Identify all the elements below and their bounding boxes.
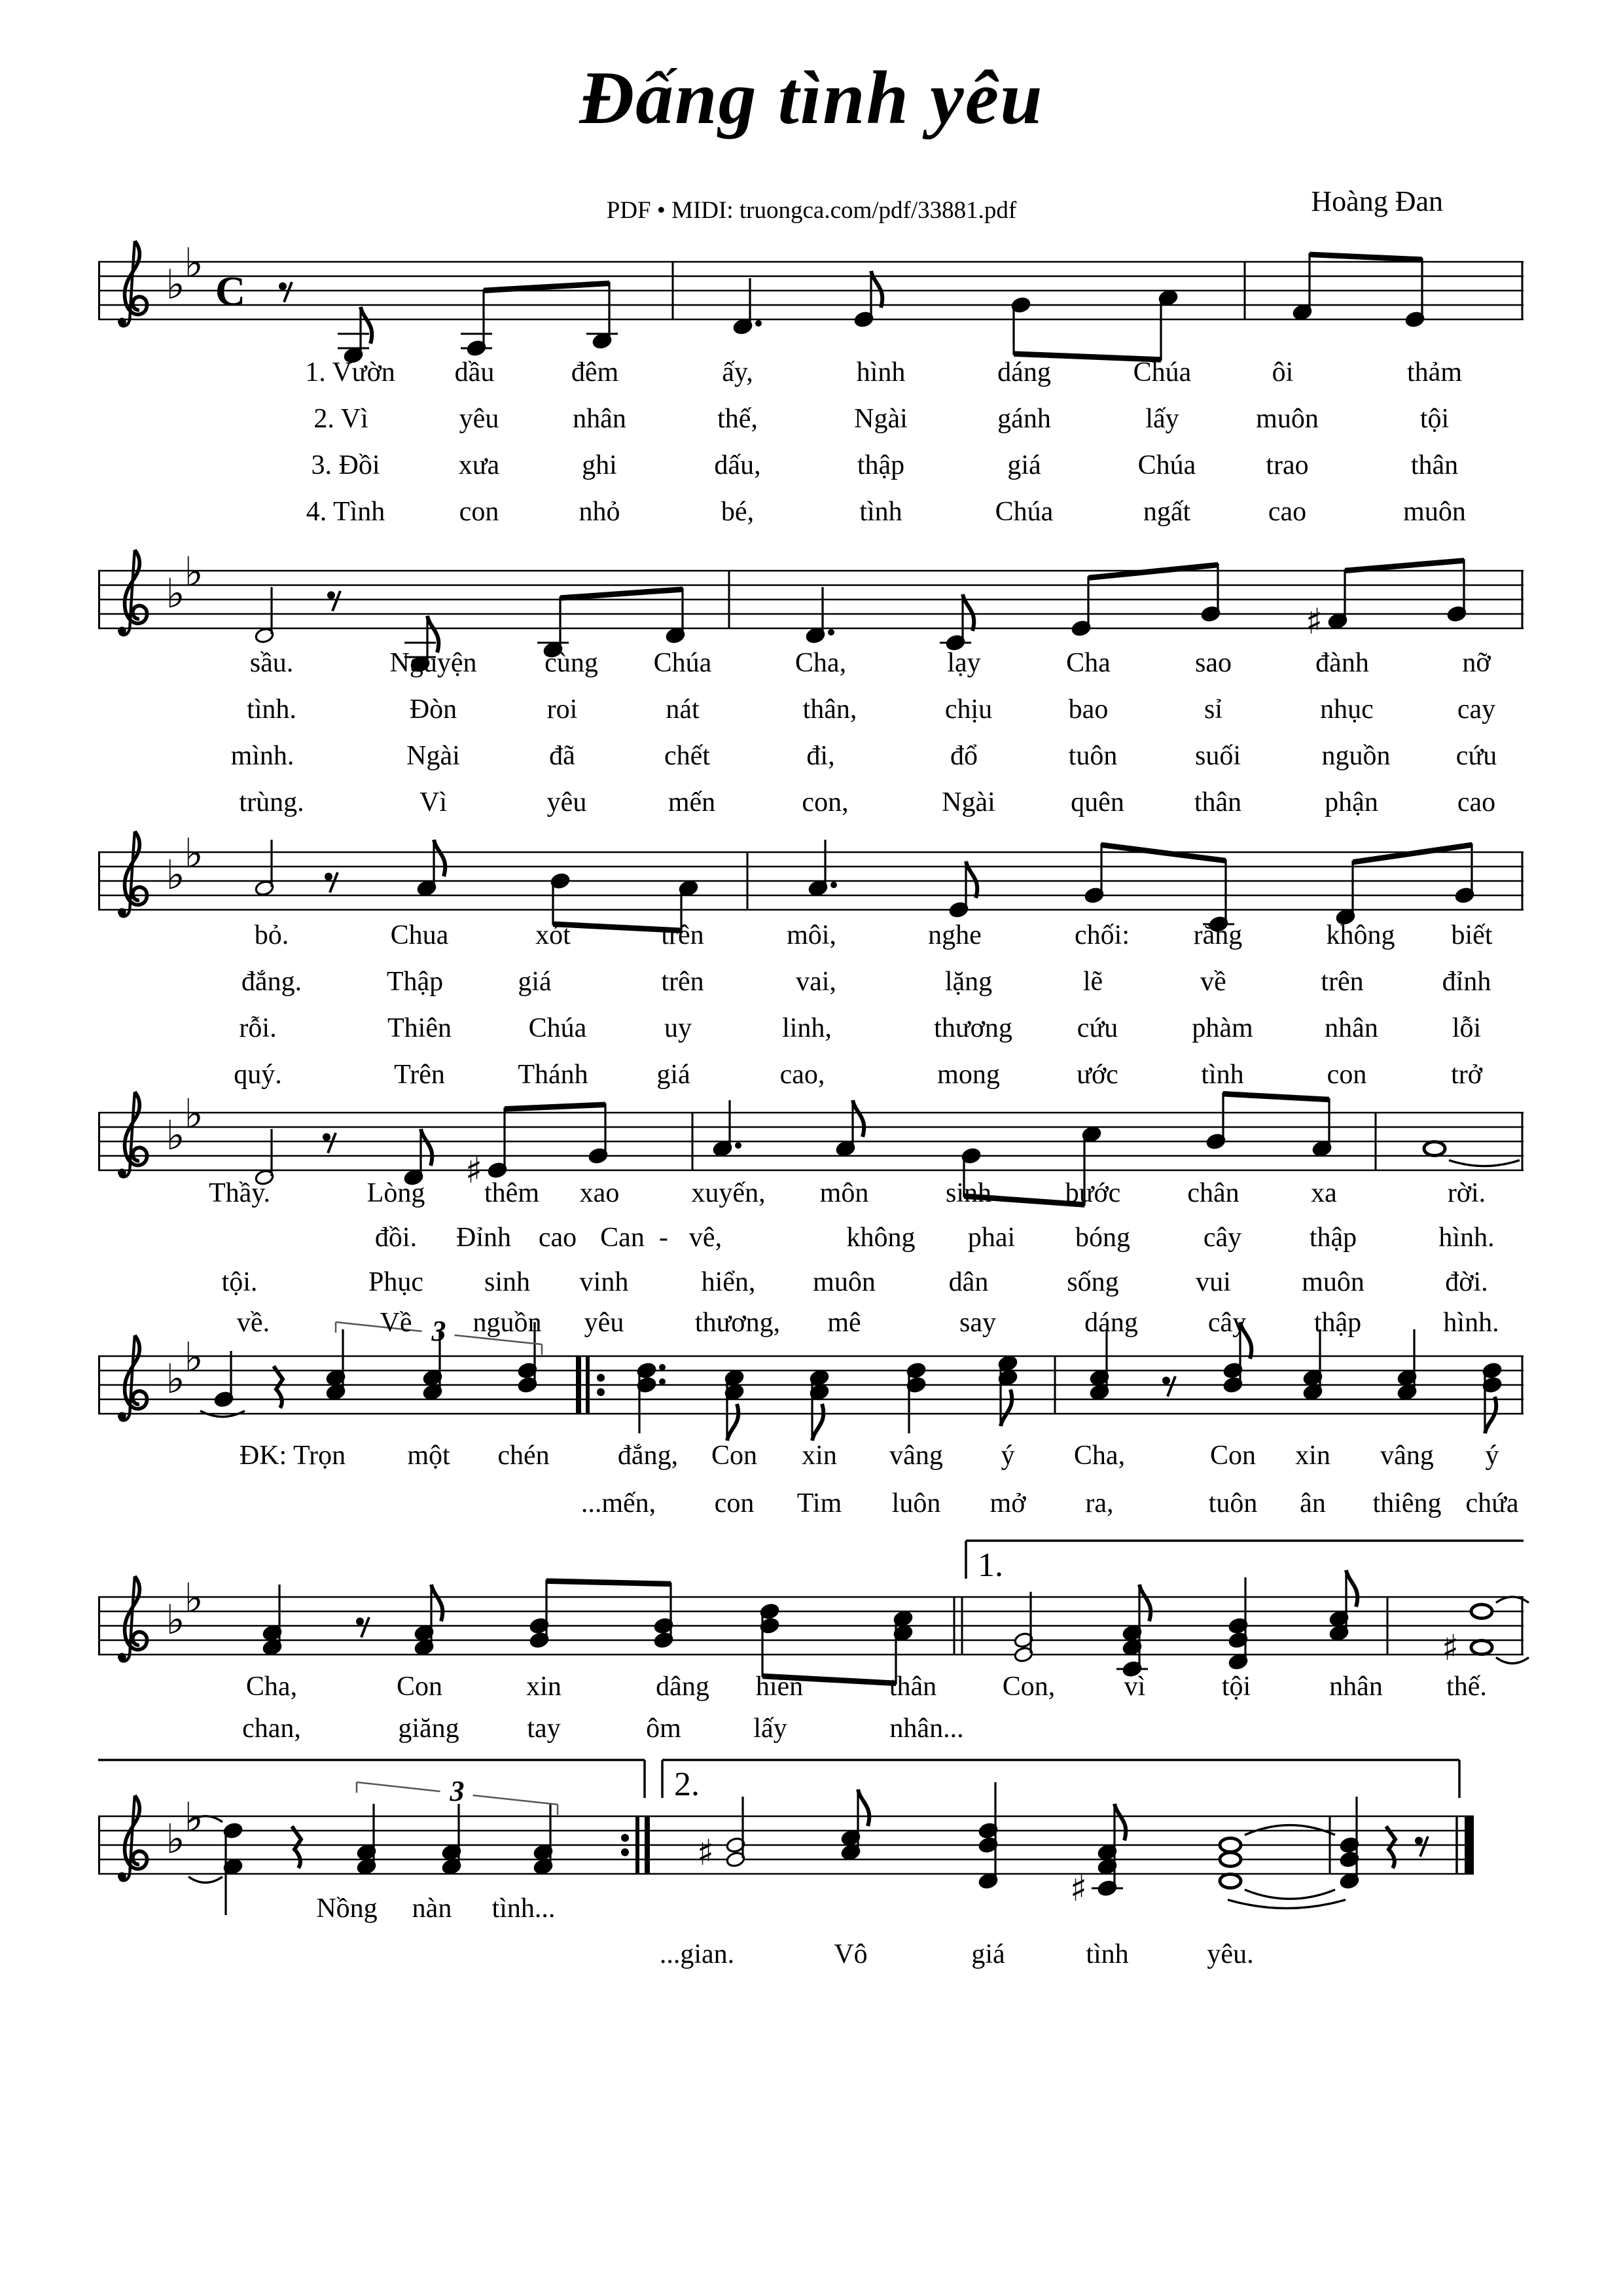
lyric-syllable: thập	[1313, 1308, 1362, 1338]
lyric-syllable: tội.	[221, 1267, 258, 1297]
lyric-syllable: nát	[666, 694, 700, 725]
lyric-syllable: thập	[1309, 1223, 1357, 1253]
lyric-syllable: chứa	[1465, 1488, 1519, 1518]
lyric-syllable: cây	[1203, 1223, 1242, 1253]
song-title: Đấng tình yêu	[579, 56, 1044, 140]
lyric-syllable: Cha,	[245, 1672, 298, 1702]
lyric-syllable: dầu	[454, 357, 495, 387]
lyric-syllable: chối:	[1075, 920, 1130, 950]
sharp-icon: ♯	[1069, 1868, 1088, 1909]
lyric-syllable: giá	[656, 1060, 690, 1090]
lyric-syllable: bóng	[1075, 1223, 1130, 1253]
lyric-syllable: Con	[711, 1441, 758, 1471]
lyric-syllable: ôm	[646, 1713, 681, 1744]
lyric-syllable: rời.	[1447, 1178, 1486, 1208]
lyric-syllable: Trên	[394, 1060, 445, 1090]
lyric-syllable: phận	[1325, 787, 1378, 817]
lyric-syllable: không	[846, 1223, 916, 1253]
lyric-syllable: nhỏ	[579, 497, 620, 527]
triplet-label: 3	[431, 1315, 446, 1347]
lyric-syllable: vê,	[688, 1223, 722, 1253]
lyric-syllable: cao,	[779, 1060, 825, 1090]
lyric-syllable: Thập	[386, 967, 444, 997]
lyric-syllable: mến	[668, 787, 716, 817]
lyric-syllable: chịu	[944, 694, 993, 725]
lyric-syllable: xin	[526, 1672, 562, 1702]
lyric-syllable: hiến	[755, 1672, 804, 1702]
lyric-syllable: Đòn	[409, 694, 457, 725]
lyric-syllable: muôn	[1256, 404, 1319, 434]
lyric-syllable: đồi.	[374, 1223, 418, 1253]
lyric-syllable: tình	[859, 497, 902, 527]
lyric-syllable: giăng	[398, 1713, 459, 1744]
lyric-syllable: luôn	[891, 1488, 941, 1518]
lyric-syllable: hiển,	[701, 1267, 756, 1297]
lyric-syllable: Chúa	[1137, 450, 1196, 480]
lyric-syllable: thân	[1410, 450, 1459, 480]
flat-icon: ♭	[166, 1815, 185, 1863]
lyric-syllable: Chúa	[528, 1013, 587, 1043]
lyric-syllable: dâng	[656, 1672, 709, 1702]
sharp-icon: ♯	[1305, 601, 1323, 642]
source-link: PDF • MIDI: truongca.com/pdf/33881.pdf	[606, 197, 1017, 224]
lyric-syllable: ghi	[582, 450, 617, 480]
lyric-syllable: xin	[802, 1441, 837, 1471]
lyric-syllable: yêu	[459, 404, 499, 434]
lyric-syllable: vai,	[796, 967, 836, 997]
lyric-syllable: ước	[1077, 1060, 1118, 1090]
lyric-syllable: thương,	[694, 1308, 781, 1338]
lyric-syllable: linh,	[782, 1013, 832, 1043]
lyric-syllable: đời.	[1445, 1267, 1488, 1297]
sharp-icon: ♯	[465, 1150, 483, 1191]
lyric-syllable: chết	[664, 741, 710, 771]
flat-icon: ♭	[184, 1090, 204, 1138]
lyric-syllable: một	[407, 1441, 450, 1471]
lyric-syllable: nỡ	[1462, 648, 1491, 678]
lyric-syllable: tuôn	[1068, 741, 1118, 771]
lyric-syllable: nàn	[412, 1893, 452, 1924]
lyric-syllable: cứu	[1455, 741, 1497, 771]
lyric-syllable: chén	[497, 1441, 550, 1471]
lyric-syllable: ấy,	[722, 357, 753, 387]
lyric-syllable: Con,	[1002, 1672, 1056, 1702]
lyric-syllable: Chúa	[653, 648, 712, 678]
lyric-syllable: giá	[518, 967, 552, 997]
lyric-syllable: suối	[1194, 741, 1241, 771]
lyric-syllable: sinh	[484, 1267, 531, 1297]
flat-icon: ♭	[184, 1333, 204, 1381]
lyric-syllable: sống	[1067, 1267, 1119, 1297]
lyric-syllable: sầu.	[249, 648, 294, 678]
lyric-syllable: mình.	[230, 741, 294, 771]
lyric-syllable: trên	[661, 920, 704, 950]
lyric-syllable: yêu	[546, 787, 587, 817]
lyric-syllable: sinh	[945, 1178, 992, 1208]
lyric-syllable: đổ	[950, 741, 978, 771]
lyric-syllable: Về	[380, 1308, 412, 1338]
lyric-syllable: giá	[971, 1939, 1005, 1969]
lyric-syllable: ý	[1485, 1441, 1499, 1471]
lyric-syllable: về.	[236, 1308, 270, 1338]
lyric-syllable: 1. Vườn	[305, 357, 395, 387]
lyric-syllable: quên	[1071, 787, 1124, 817]
lyric-syllable: bỏ.	[254, 920, 289, 950]
common-time-icon: C	[215, 268, 246, 314]
lyric-syllable: Chúa	[1133, 357, 1192, 387]
lyric-syllable: ĐK: Trọn	[239, 1441, 346, 1471]
lyric-syllable: trùng.	[239, 787, 304, 817]
lyric-syllable: Vì	[419, 787, 447, 817]
flat-icon: ♭	[166, 260, 185, 308]
lyric-syllable: con	[714, 1488, 755, 1518]
lyric-syllable: Thánh	[518, 1060, 588, 1090]
lyric-syllable: Đỉnh	[456, 1223, 511, 1253]
lyric-syllable: tội	[1419, 404, 1450, 434]
lyric-syllable: Chua	[390, 920, 449, 950]
lyric-syllable: xưa	[458, 450, 500, 480]
lyric-syllable: thân	[1194, 787, 1242, 817]
lyric-syllable: thế,	[717, 404, 758, 434]
lyric-syllable: cay	[1457, 694, 1496, 725]
lyric-syllable: nhân...	[889, 1713, 964, 1744]
lyric-syllable: thân,	[802, 694, 857, 725]
lyric-syllable: vì	[1124, 1672, 1146, 1702]
lyric-syllable: tuôn	[1208, 1488, 1258, 1518]
lyric-syllable: con	[1327, 1060, 1367, 1090]
lyric-syllable: gánh	[997, 404, 1051, 434]
lyric-syllable: dáng	[997, 357, 1051, 387]
flat-icon: ♭	[184, 829, 204, 877]
lyric-syllable: trên	[1321, 967, 1364, 997]
lyric-syllable: hình.	[1438, 1223, 1495, 1253]
lyric-syllable: tội	[1221, 1672, 1251, 1702]
lyric-syllable: nhục	[1320, 694, 1374, 725]
lyric-syllable: trở	[1451, 1060, 1482, 1090]
lyric-syllable: sỉ	[1204, 694, 1223, 725]
lyric-syllable: nhân	[573, 404, 626, 434]
lyric-syllable: về	[1200, 967, 1226, 997]
lyric-syllable: Con	[396, 1672, 443, 1702]
lyric-syllable: thân	[889, 1672, 937, 1702]
lyric-syllable: vui	[1196, 1267, 1231, 1297]
lyric-syllable: nhân	[1329, 1672, 1383, 1702]
lyric-syllable: Chúa	[995, 497, 1054, 527]
volta-label: 2.	[674, 1766, 700, 1803]
lyric-syllable: trao	[1266, 450, 1309, 480]
lyric-syllable: sao	[1195, 648, 1232, 678]
lyric-syllable: mong	[937, 1060, 1000, 1090]
lyric-syllable: thảm	[1407, 357, 1462, 387]
lyric-syllable: ...mến,	[580, 1488, 656, 1518]
lyric-syllable: ôi	[1272, 357, 1294, 387]
lyric-syllable: đành	[1315, 648, 1369, 678]
lyric-syllable: ân	[1300, 1488, 1326, 1518]
lyric-syllable: cao	[538, 1223, 577, 1253]
flat-icon: ♭	[184, 1793, 204, 1841]
lyric-syllable: dấu,	[714, 450, 761, 480]
flat-icon: ♭	[184, 548, 204, 596]
lyric-syllable: mở	[990, 1488, 1026, 1518]
lyric-syllable: nghe	[928, 920, 982, 950]
lyric-syllable: môi,	[787, 920, 836, 950]
lyric-syllable: thập	[857, 450, 905, 480]
lyric-syllable: -	[659, 1223, 668, 1253]
lyric-syllable: đã	[549, 741, 575, 771]
lyric-syllable: Ngài	[406, 741, 460, 771]
lyric-syllable: Lòng	[366, 1178, 425, 1208]
lyric-syllable: lặng	[944, 967, 993, 997]
flat-icon: ♭	[166, 851, 185, 899]
sharp-icon: ♯	[696, 1832, 715, 1873]
lyric-syllable: cao	[1457, 787, 1496, 817]
lyric-syllable: xao	[579, 1178, 620, 1208]
lyric-syllable: không	[1326, 920, 1395, 950]
lyric-syllable: cứu	[1077, 1013, 1118, 1043]
flat-icon: ♭	[184, 1574, 204, 1622]
lyric-syllable: bước	[1065, 1178, 1121, 1208]
lyric-syllable: Tim	[796, 1488, 842, 1518]
lyric-syllable: Nguyện	[389, 648, 477, 678]
lyric-syllable: lạy	[947, 648, 981, 678]
lyric-syllable: thương	[934, 1013, 1012, 1043]
lyric-syllable: roi	[546, 694, 578, 725]
lyric-syllable: cùng	[544, 648, 598, 678]
lyric-syllable: tình.	[247, 694, 296, 725]
lyric-syllable: thêm	[484, 1178, 539, 1208]
lyric-syllable: tay	[527, 1713, 561, 1744]
lyric-syllable: muôn	[1302, 1267, 1364, 1297]
lyric-syllable: chân	[1187, 1178, 1240, 1208]
flat-icon: ♭	[166, 1111, 185, 1159]
lyric-syllable: Vô	[834, 1939, 868, 1969]
lyric-syllable: ý	[1001, 1441, 1015, 1471]
lyric-syllable: giá	[1007, 450, 1041, 480]
lyric-syllable: hình	[856, 357, 906, 387]
triplet-label: 3	[450, 1775, 465, 1807]
lyric-syllable: phàm	[1192, 1013, 1253, 1043]
lyric-syllable: dân	[948, 1267, 989, 1297]
lyric-syllable: lẽ	[1082, 967, 1103, 997]
lyric-syllable: bé,	[721, 497, 755, 527]
lyric-syllable: nhân	[1325, 1013, 1378, 1043]
volta-label: 1.	[978, 1547, 1003, 1584]
lyric-syllable: ...gian.	[659, 1939, 735, 1969]
lyric-syllable: mê	[827, 1308, 861, 1338]
lyric-syllable: Thầy.	[208, 1178, 271, 1208]
lyric-syllable: Cha,	[794, 648, 847, 678]
flat-icon: ♭	[166, 1596, 185, 1643]
flat-icon: ♭	[184, 239, 204, 287]
composer-name: Hoàng Đan	[1311, 185, 1443, 217]
lyric-syllable: ra,	[1085, 1488, 1114, 1518]
lyric-syllable: rằng	[1193, 920, 1243, 950]
lyric-syllable: Ngài	[942, 787, 995, 817]
lyric-syllable: Can	[600, 1223, 645, 1253]
lyric-syllable: con	[459, 497, 499, 527]
lyric-syllable: xót	[535, 920, 571, 950]
lyric-syllable: muôn	[1403, 497, 1466, 527]
lyric-syllable: ngất	[1143, 497, 1191, 527]
lyric-syllable: vinh	[579, 1267, 629, 1297]
lyric-syllable: rỗi.	[239, 1013, 277, 1043]
lyric-syllable: vâng	[1380, 1441, 1434, 1471]
lyric-syllable: đắng,	[617, 1441, 679, 1471]
lyric-syllable: yêu	[584, 1308, 624, 1338]
lyric-syllable: Thiên	[387, 1013, 452, 1043]
lyric-syllable: Phục	[368, 1267, 423, 1297]
lyric-syllable: 3. Đồi	[311, 450, 380, 480]
lyric-syllable: nguồn	[1321, 741, 1391, 771]
lyric-syllable: hình.	[1443, 1308, 1499, 1338]
lyric-syllable: Cha	[1066, 648, 1111, 678]
lyric-syllable: uy	[664, 1013, 692, 1043]
lyric-syllable: đắng.	[241, 967, 302, 997]
lyric-syllable: bao	[1068, 694, 1109, 725]
lyric-syllable: vâng	[889, 1441, 943, 1471]
lyric-syllable: thế.	[1446, 1672, 1487, 1702]
lyric-syllable: con,	[802, 787, 849, 817]
lyric-syllable: yêu.	[1207, 1939, 1254, 1969]
lyric-syllable: tình	[1201, 1060, 1244, 1090]
lyric-syllable: 4. Tình	[306, 497, 385, 527]
lyric-syllable: xuyến,	[691, 1178, 766, 1208]
lyric-syllable: Ngài	[854, 404, 908, 434]
lyric-syllable: môn	[819, 1178, 869, 1208]
sharp-icon: ♯	[1441, 1627, 1459, 1668]
lyric-syllable: tình...	[491, 1893, 556, 1924]
lyric-syllable: cây	[1207, 1308, 1247, 1338]
lyric-syllable: xin	[1295, 1441, 1330, 1471]
lyric-syllable: phai	[967, 1223, 1016, 1253]
lyric-syllable: trên	[661, 967, 704, 997]
lyric-syllable: lấy	[1145, 404, 1179, 434]
lyric-syllable: đỉnh	[1442, 967, 1491, 997]
lyric-syllable: lỗi	[1452, 1013, 1482, 1043]
lyric-syllable: 2. Vì	[313, 404, 368, 434]
lyric-syllable: đi,	[806, 741, 835, 771]
lyric-syllable: Cha,	[1073, 1441, 1126, 1471]
lyric-syllable: nguồn	[473, 1308, 542, 1338]
lyric-syllable: say	[959, 1308, 996, 1338]
lyric-syllable: muôn	[813, 1267, 876, 1297]
lyric-syllable: cao	[1268, 497, 1307, 527]
lyric-syllable: đêm	[571, 357, 619, 387]
flat-icon: ♭	[166, 569, 185, 617]
lyric-syllable: tình	[1086, 1939, 1129, 1969]
lyric-syllable: chan,	[242, 1713, 301, 1744]
lyric-syllable: Nồng	[316, 1893, 378, 1924]
lyric-syllable: lấy	[753, 1713, 787, 1744]
lyric-syllable: quý.	[234, 1060, 282, 1090]
lyric-syllable: dáng	[1084, 1308, 1138, 1338]
flat-icon: ♭	[166, 1355, 185, 1403]
lyric-syllable: thiêng	[1372, 1488, 1442, 1518]
lyric-syllable: biết	[1451, 920, 1493, 950]
lyric-syllable: Con	[1209, 1441, 1257, 1471]
lyric-syllable: xa	[1311, 1178, 1337, 1208]
